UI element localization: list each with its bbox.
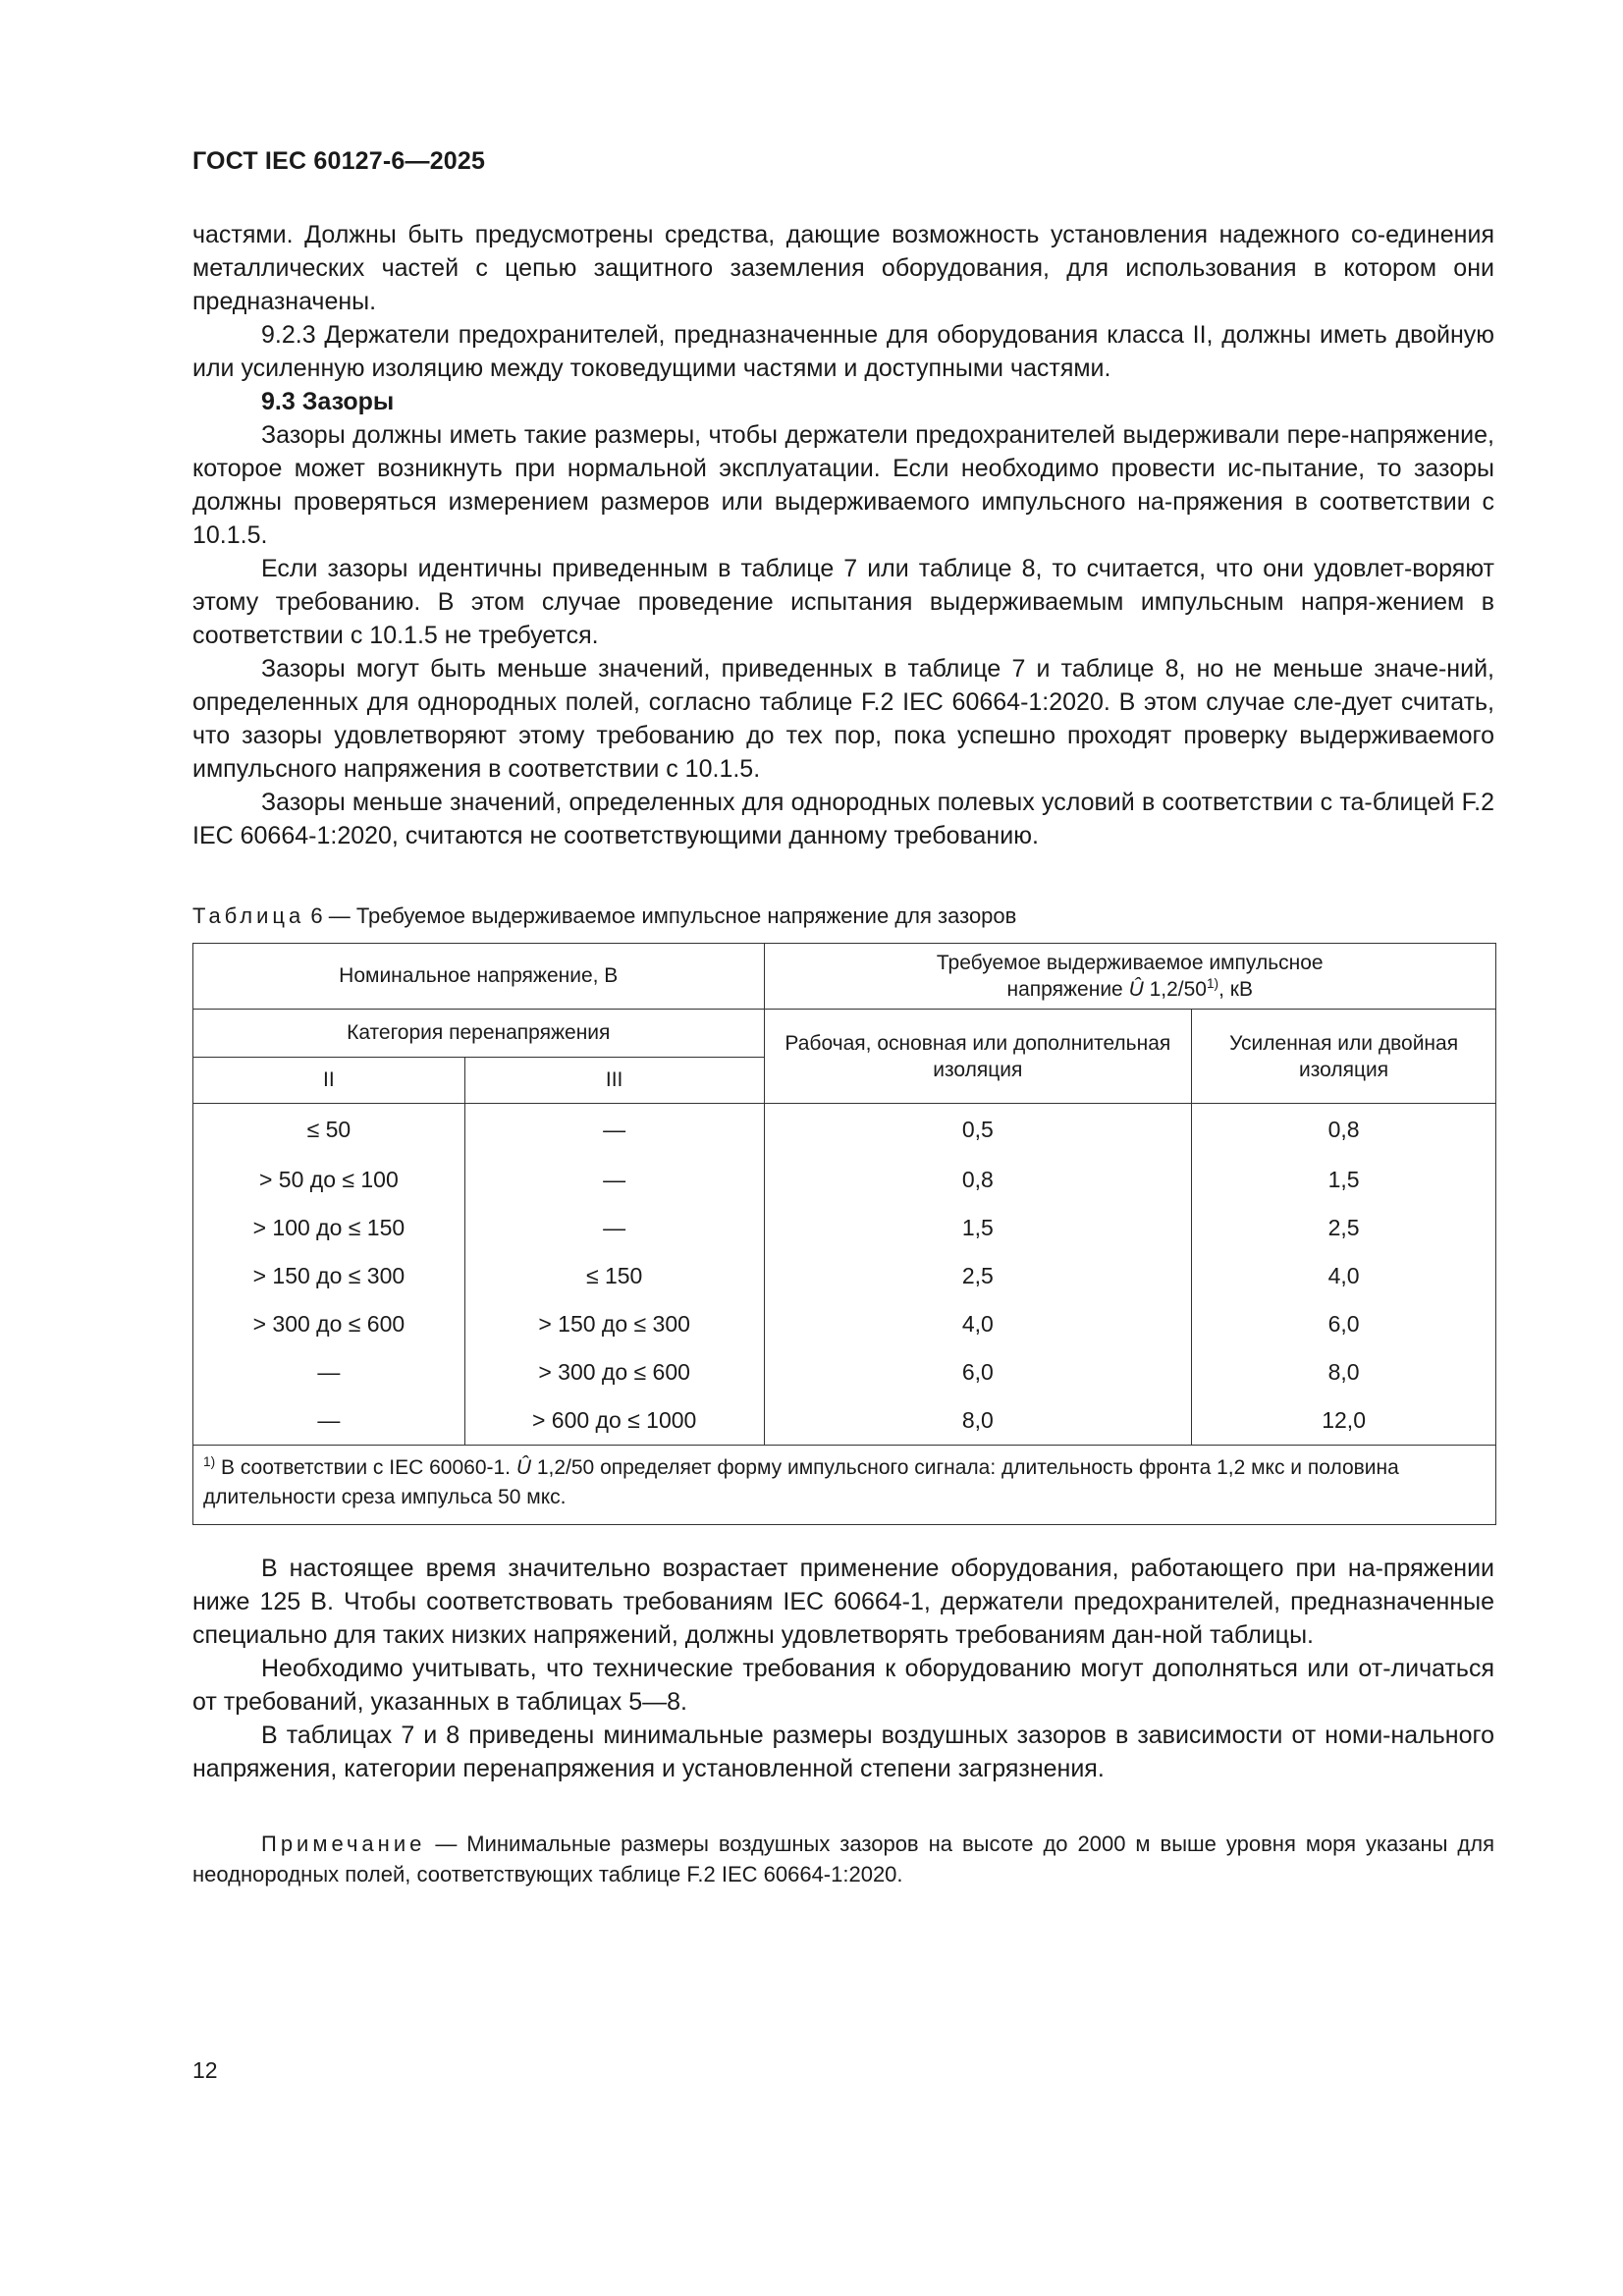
intro-text bbox=[192, 218, 1494, 852]
cell-reinforced: 8,0 bbox=[1192, 1348, 1496, 1396]
paragraph: 9.2.3 Держатели предохранителей, предназначенные для оборудования класса II, должны иметь двойную или усиленную изоляцию между токоведущими частями и доступными частями. bbox=[192, 321, 1494, 382]
paragraph: частями. Должны быть предусмотрены средства, дающие возможность установления надежного со-единения металлических частей с цепью защитного заземления оборудования, для использования в котором они предназначены. bbox=[192, 221, 1494, 315]
table-caption-text: 6 — Требуемое выдерживаемое импульсное напряжение для зазоров bbox=[304, 903, 1017, 928]
header-required-voltage: Требуемое выдерживаемое импульсное напряжение Û 1,2/50$^{1)}$, кВ bbox=[764, 944, 1495, 1010]
paragraph: Если зазоры идентичны приведенным в таблице 7 или таблице 8, то считается, что они удовлет-воряют этому требованию. В этом случае проведение испытания выдерживаемым импульсным напря-жением в соответствии с 10.1.5 не требуется. bbox=[192, 555, 1494, 649]
table-row bbox=[193, 1300, 1496, 1348]
header-category-ii: II bbox=[193, 1058, 465, 1104]
u-hat-symbol: Û bbox=[1128, 978, 1144, 1001]
table-row bbox=[193, 1104, 1496, 1157]
header-reinforced-insulation: Усиленная или двойная изоляция bbox=[1192, 1010, 1496, 1104]
paragraph: Зазоры могут быть меньше значений, приведенных в таблице 7 и таблице 8, но не меньше значе-ний, определенных для однородных полей, согласно таблице F.2 IEC 60664-1:2020. В этом случае сле-дует считать, что зазоры удовлетворяют этому требованию до тех пор, пока успешно проходят проверку выдерживаемого импульсного напряжения в соответствии с 10.1.5. bbox=[192, 655, 1494, 783]
table-row bbox=[193, 1348, 1496, 1396]
cell-cat3: > 300 до ≤ 600 bbox=[464, 1348, 764, 1396]
header-overvoltage-category: Категория перенапряжения bbox=[193, 1010, 765, 1058]
cell-cat3: > 150 до ≤ 300 bbox=[464, 1300, 764, 1348]
table-row bbox=[193, 1396, 1496, 1446]
cell-working: 6,0 bbox=[764, 1348, 1192, 1396]
table-caption bbox=[192, 903, 1016, 929]
cell-cat2: > 300 до ≤ 600 bbox=[193, 1300, 465, 1348]
paragraph: Зазоры должны иметь такие размеры, чтобы держатели предохранителей выдерживали пере-напряжение, которое может возникнуть при нормальной эксплуатации. Если необходимо провести ис-пытание, то зазоры должны проверяться измерением размеров или выдерживаемого импульсного на-пряжения в соответствии с 10.1.5. bbox=[192, 421, 1494, 549]
cell-cat3: — bbox=[464, 1156, 764, 1204]
cell-reinforced: 6,0 bbox=[1192, 1300, 1496, 1348]
cell-working: 0,8 bbox=[764, 1156, 1192, 1204]
paragraph: Зазоры меньше значений, определенных для однородных полевых условий в соответствии с та-блицей F.2 IEC 60664-1:2020, считаются не соответствующими данному требованию. bbox=[192, 789, 1494, 849]
cell-cat2: > 100 до ≤ 150 bbox=[193, 1204, 465, 1252]
paragraph: В настоящее время значительно возрастает применение оборудования, работающего при на-пряжении ниже 125 В. Чтобы соответствовать требованиям IEC 60664-1, держатели предохранителей, предназначенные специально для таких низких напряжений, должны удовлетворять требованиям дан-ной таблицы. bbox=[192, 1555, 1494, 1649]
cell-cat3: — bbox=[464, 1104, 764, 1157]
cell-cat2: ≤ 50 bbox=[193, 1104, 465, 1157]
cell-cat3: ≤ 150 bbox=[464, 1252, 764, 1300]
cell-reinforced: 12,0 bbox=[1192, 1396, 1496, 1446]
cell-reinforced: 0,8 bbox=[1192, 1104, 1496, 1157]
page-number: 12 bbox=[192, 2057, 218, 2083]
table-row bbox=[193, 1204, 1496, 1252]
cell-cat2: — bbox=[193, 1396, 465, 1446]
cell-working: 1,5 bbox=[764, 1204, 1192, 1252]
header-working-insulation: Рабочая, основная или дополнительная изоляция bbox=[764, 1010, 1192, 1104]
table-caption-label: Таблица bbox=[192, 903, 305, 928]
cell-working: 2,5 bbox=[764, 1252, 1192, 1300]
impulse-voltage-table bbox=[192, 943, 1496, 1525]
footnote-ref: 1) bbox=[1206, 976, 1219, 991]
cell-cat2: > 150 до ≤ 300 bbox=[193, 1252, 465, 1300]
table-footnote: $^{1)}$ В соответствии с IEC 60060-1. Û 1,2/50 определяет форму импульсного сигнала: длительность фронта 1,2 мкс и половина длительности среза импульса 50 мкс. bbox=[193, 1446, 1496, 1525]
note-text: — Минимальные размеры воздушных зазоров на высоте до 2000 м выше уровня моря указаны для неоднородных полей, соответствующих таблице F.2 IEC 60664-1:2020. bbox=[192, 1831, 1494, 1886]
cell-working: 8,0 bbox=[764, 1396, 1192, 1446]
after-table-text bbox=[192, 1552, 1494, 1785]
table-row bbox=[193, 1156, 1496, 1204]
section-title: 9.3 Зазоры bbox=[261, 388, 395, 415]
standard-header: ГОСТ IEC 60127-6—2025 bbox=[192, 147, 486, 175]
note bbox=[192, 1829, 1494, 1889]
cell-cat2: > 50 до ≤ 100 bbox=[193, 1156, 465, 1204]
note-label: Примечание bbox=[261, 1831, 426, 1856]
cell-reinforced: 4,0 bbox=[1192, 1252, 1496, 1300]
header-nominal-voltage: Номинальное напряжение, В bbox=[193, 944, 765, 1010]
cell-cat3: — bbox=[464, 1204, 764, 1252]
paragraph: В таблицах 7 и 8 приведены минимальные размеры воздушных зазоров в зависимости от номи-нального напряжения, категории перенапряжения и установленной степени загрязнения. bbox=[192, 1722, 1494, 1782]
table-row bbox=[193, 1252, 1496, 1300]
cell-working: 0,5 bbox=[764, 1104, 1192, 1157]
cell-cat2: — bbox=[193, 1348, 465, 1396]
cell-cat3: > 600 до ≤ 1000 bbox=[464, 1396, 764, 1446]
cell-reinforced: 2,5 bbox=[1192, 1204, 1496, 1252]
cell-reinforced: 1,5 bbox=[1192, 1156, 1496, 1204]
cell-working: 4,0 bbox=[764, 1300, 1192, 1348]
header-category-iii: III bbox=[464, 1058, 764, 1104]
paragraph: Необходимо учитывать, что технические требования к оборудованию могут дополняться или от-личаться от требований, указанных в таблицах 5—8. bbox=[192, 1655, 1494, 1716]
